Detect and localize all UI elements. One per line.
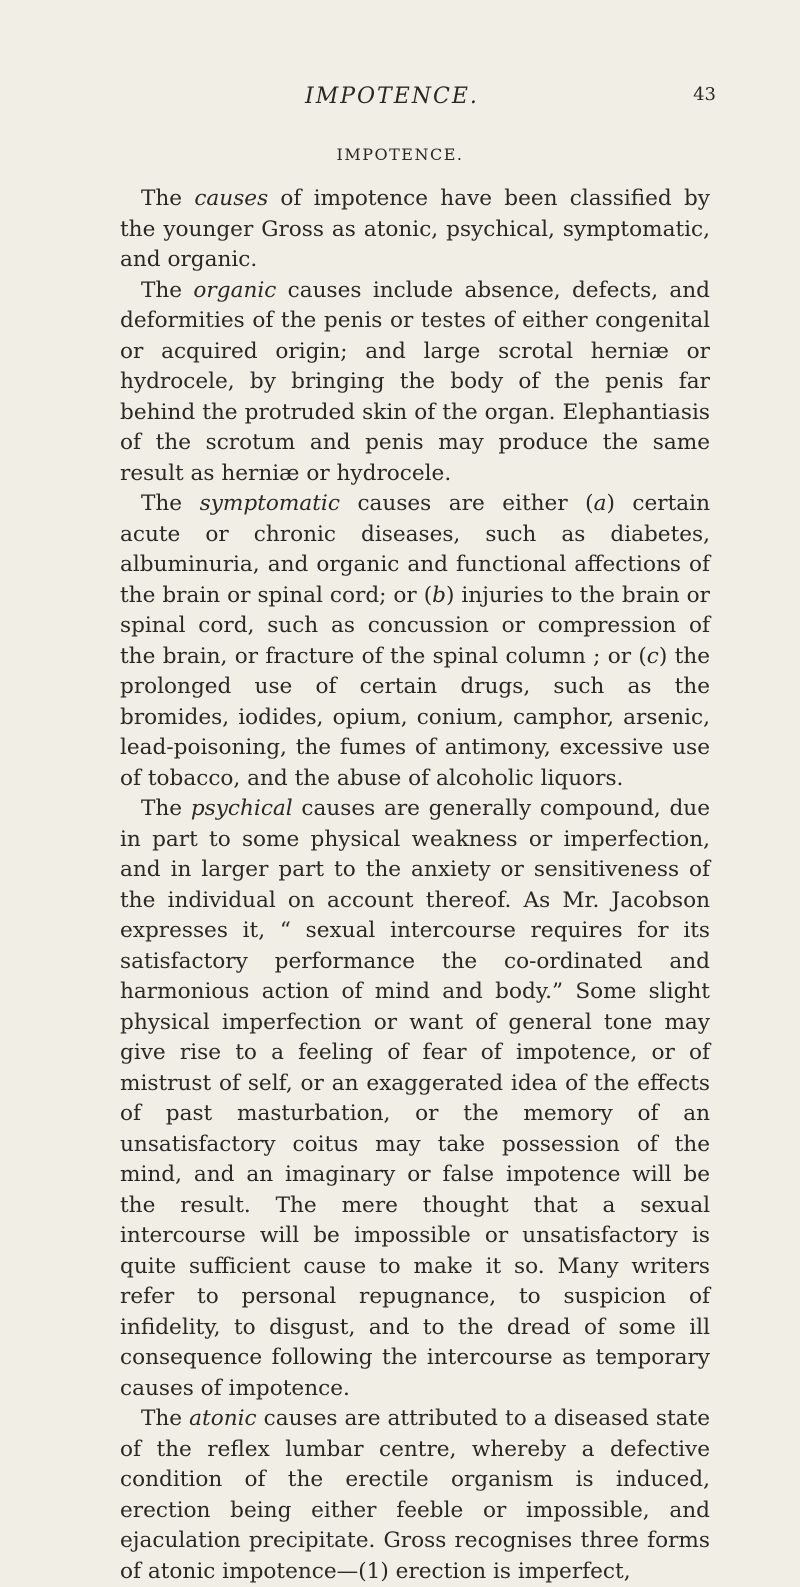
italic-text: atonic	[189, 1406, 257, 1431]
paragraph	[120, 184, 710, 276]
page-number: 43	[693, 84, 716, 105]
text-run: The	[141, 796, 191, 821]
italic-text: psychical	[190, 796, 293, 821]
text-run: ) certain acute or chronic diseases, such as diabetes, albuminuria, and organic and functional affections of the brain or spinal cord; or (	[120, 491, 710, 608]
running-head: IMPOTENCE.	[305, 84, 479, 109]
text-run: ) the prolonged use of certain drugs, such as the bromides, iodides, opium, conium, camphor, arsenic, lead-poisoning, the fumes of antimony, excessive use of tobacco, and the abuse of alcoholic liquors.	[120, 643, 710, 791]
italic-text: a	[593, 491, 607, 516]
text-run: The	[141, 277, 194, 303]
italic-text: symptomatic	[199, 491, 340, 516]
italic-text: organic	[193, 277, 277, 303]
text-run: causes are generally compound, due in part to some physical weakness or imperfection, and in larger part to the anxiety or sensitiveness of the individual on account thereof. As Mr. Jacobson expresses it, “ sexual intercourse requires for its satisfactory performance the co-ordinated and harmonious action of mind and body.” Some slight physical imperfection or want of general tone may give rise to a feeling of fear of impotence, or of mistrust of self, or an exaggerated idea of the effects of past masturbation, or the memory of an unsatisfactory coitus may take possession of the mind, and an imaginary or false impotence will be the result. The mere thought that a sexual intercourse will be impossible or unsatisfactory is quite sufficient cause to make it so. Many writers refer to personal repugnance, to suspicion of infidelity, to disgust, and to the dread of some ill consequence following the intercourse as temporary causes of impotence.	[120, 796, 710, 1401]
text-run: causes are either (	[339, 491, 594, 516]
italic-text: causes	[194, 186, 269, 211]
text-run: ) injuries to the brain or spinal cord, such as concussion or compression of the brain, or fracture of the spinal column ; or (	[120, 582, 711, 669]
text-run: The	[141, 1406, 190, 1431]
text-run: The	[141, 491, 200, 516]
text-run: of impotence have been classified by the younger Gross as atonic, psychical, symptomatic, and organic.	[120, 186, 710, 272]
paragraph	[120, 276, 710, 490]
text-run: causes are attributed to a diseased state of the reflex lumbar centre, whereby a defective condition of the erectile organism is induced, erection being either feeble or impossible, and ejaculation precipitate. Gross recognises three forms of atonic impotence—(1) erection is imperfect,	[120, 1406, 710, 1584]
paragraph	[120, 1404, 710, 1587]
paragraph	[120, 489, 710, 794]
page-header	[0, 84, 800, 114]
italic-text: b	[432, 582, 446, 608]
section-title: IMPOTENCE.	[336, 145, 464, 164]
paragraph	[120, 794, 710, 1404]
italic-text: c	[646, 643, 659, 669]
text-run: The	[141, 186, 195, 211]
text-run: causes include absence, defects, and deformities of the penis or testes of either congenital or acquired origin; and large scrotal herniæ or hydrocele, by bringing the body of the penis far behind the protruded skin of the organ. Elephantiasis of the scrotum and penis may produce the same result as herniæ or hydrocele.	[120, 277, 710, 486]
